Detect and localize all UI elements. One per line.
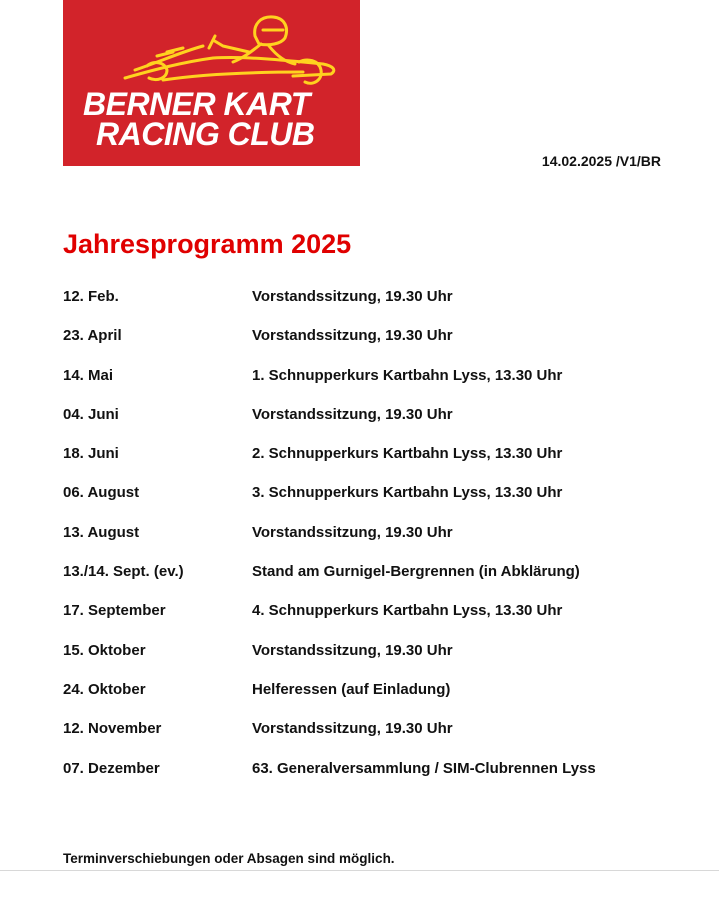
event-date: 07. Dezember [63,759,160,777]
schedule-row [63,560,663,583]
event-date: 12. Feb. [63,288,119,305]
schedule-row [63,757,663,780]
footer-note: Terminverschiebungen oder Absagen sind möglich. [63,851,395,866]
schedule-row [63,521,663,544]
event-schedule [63,285,663,796]
event-description: Helferessen (auf Einladung) [252,680,451,698]
event-date: 13. August [63,523,140,541]
schedule-row [63,678,663,701]
event-date: 13./14. Sept. (ev.) [63,563,184,581]
event-date: 12. November [63,720,162,738]
event-description: Vorstandssitzung, 19.30 Uhr [252,288,453,305]
event-description: Stand am Gurnigel-Bergrennen (in Abklärung) [252,563,580,581]
schedule-row [63,364,663,387]
event-date: 24. Oktober [63,680,146,698]
event-description: Vorstandssitzung, 19.30 Uhr [252,720,453,738]
club-logo [63,0,360,166]
schedule-row [63,403,663,426]
event-description: 2. Schnupperkurs Kartbahn Lyss, 13.30 Uhr [252,445,563,463]
schedule-row [63,324,663,347]
schedule-row [63,481,663,504]
schedule-row [63,639,663,662]
page-divider [0,870,719,871]
event-date: 14. Mai [63,366,114,384]
schedule-row [63,599,663,622]
event-date: 23. April [63,327,122,345]
event-description: 1. Schnupperkurs Kartbahn Lyss, 13.30 Uhr [252,366,563,384]
document-reference: 14.02.2025 /V1/BR [541,153,661,169]
page-title: Jahresprogramm 2025 [63,229,352,259]
logo-text-line1: BERNER KART [83,86,310,122]
logo-text-line2: RACING CLUB [96,116,315,152]
event-description: Vorstandssitzung, 19.30 Uhr [252,641,453,659]
kart-driver-icon [63,0,360,100]
event-date: 18. Juni [63,445,119,463]
event-description: 63. Generalversammlung / SIM-Clubrennen Lyss [252,759,596,777]
schedule-row [63,717,663,740]
event-description: Vorstandssitzung, 19.30 Uhr [252,523,453,541]
event-date: 15. Oktober [63,641,146,659]
event-description: 3. Schnupperkurs Kartbahn Lyss, 13.30 Uhr [252,484,563,502]
event-date: 04. Juni [63,405,119,423]
schedule-row [63,285,663,308]
event-date: 17. September [63,602,166,620]
event-description: Vorstandssitzung, 19.30 Uhr [252,327,453,345]
event-description: Vorstandssitzung, 19.30 Uhr [252,405,453,423]
event-description: 4. Schnupperkurs Kartbahn Lyss, 13.30 Uhr [252,602,563,620]
event-date: 06. August [63,484,140,502]
schedule-row [63,442,663,465]
